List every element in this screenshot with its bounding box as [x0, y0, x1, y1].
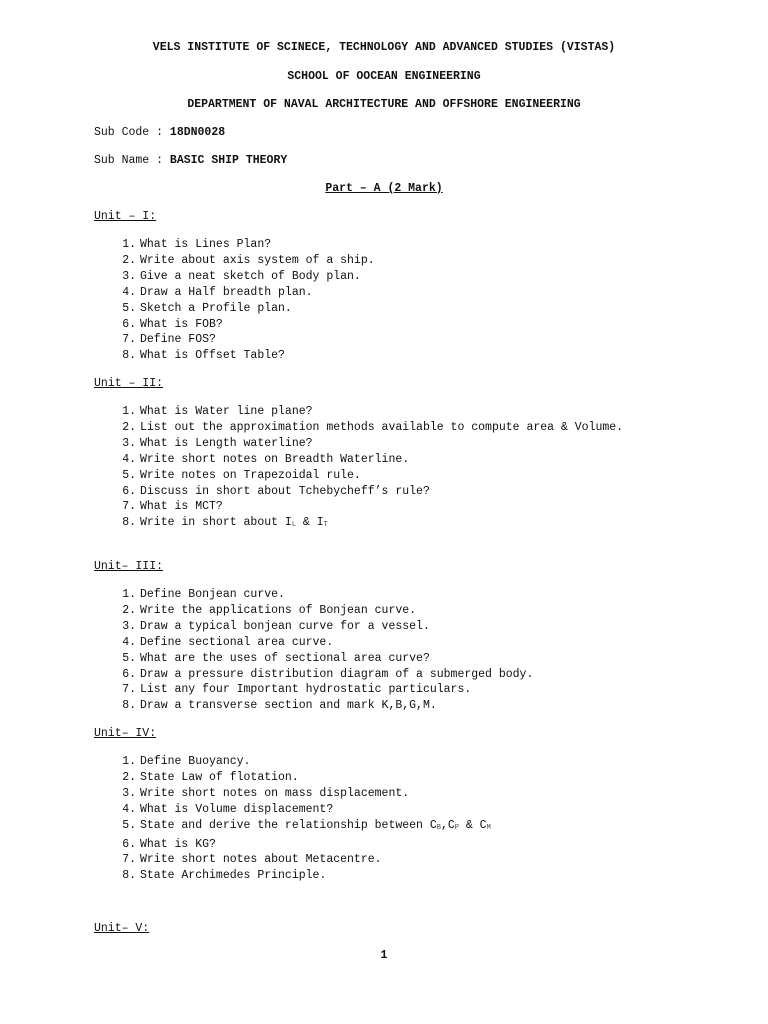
subject-name-value: BASIC SHIP THEORY [169, 154, 288, 167]
institute-title: VELS INSTITUTE OF SCINECE, TECHNOLOGY AND ADVANCED STUDIES (VISTAS) [152, 41, 616, 54]
unit-2-heading: Unit – II: [94, 377, 164, 390]
unit-1-questions [94, 237, 700, 364]
list-item: 8. Write in short about IL & IT [122, 516, 328, 530]
unit-4-heading: Unit– IV: [94, 727, 157, 740]
subject-name [94, 154, 287, 167]
unit-5-heading: Unit– V: [94, 922, 150, 935]
part-heading-text: Part – A (2 Mark) [325, 182, 443, 195]
list-item: 7. List any four Important hydrostatic particulars. [122, 683, 472, 697]
school-title: SCHOOL OF OOCEAN ENGINEERING [287, 70, 481, 83]
list-item: 2. Write the applications of Bonjean curve. [122, 603, 417, 617]
list-item: 4. Write short notes on Breadth Waterline. [122, 452, 410, 466]
unit-4-questions [94, 754, 700, 884]
list-item: 7. What is MCT? [122, 500, 223, 514]
list-item: 1. What is Lines Plan? [122, 238, 272, 251]
list-item: 6. What is KG? [122, 837, 216, 851]
subject-code [94, 126, 225, 139]
list-item: 1. What is Water line plane? [122, 405, 313, 418]
list-item: 1. Define Buoyancy. [122, 755, 251, 768]
list-item: 7. Write short notes about Metacentre. [122, 853, 382, 867]
unit-1-heading: Unit – I: [94, 210, 157, 223]
list-item: 6. What is FOB? [122, 317, 223, 331]
subject-name-label: Sub Name : [94, 154, 170, 167]
list-item: 6. Discuss in short about Tchebycheff’s rule? [122, 484, 430, 498]
list-item: 5. Write notes on Trapezoidal rule. [122, 468, 361, 482]
unit-2-questions [94, 404, 700, 534]
part-heading [0, 182, 768, 195]
list-item: 8. Draw a transverse section and mark K,B,G,M. [122, 699, 437, 713]
list-item: 4. Draw a Half breadth plan. [122, 285, 313, 299]
list-item: 4. Define sectional area curve. [122, 635, 334, 649]
list-item: 4. What is Volume displacement? [122, 802, 334, 816]
list-item: 1. Define Bonjean curve. [122, 588, 285, 601]
subject-code-label: Sub Code : [94, 126, 170, 139]
unit-3-questions [94, 587, 700, 714]
list-item: 2. State Law of flotation. [122, 770, 299, 784]
list-item: 2. Write about axis system of a ship. [122, 253, 375, 267]
list-item: 5. Sketch a Profile plan. [122, 301, 292, 315]
list-item: 7. Define FOS? [122, 333, 216, 347]
list-item: 3. Draw a typical bonjean curve for a vessel. [122, 619, 430, 633]
list-item: 5. What are the uses of sectional area curve? [122, 651, 430, 665]
department-title: DEPARTMENT OF NAVAL ARCHITECTURE AND OFFSHORE ENGINEERING [187, 98, 581, 111]
list-item: 3. What is Length waterline? [122, 436, 313, 450]
list-item: 5. State and derive the relationship between CB,CP & CM [122, 818, 491, 832]
list-item: 3. Write short notes on mass displacement. [122, 786, 410, 800]
list-item: 8. What is Offset Table? [122, 349, 285, 363]
list-item: 2. List out the approximation methods available to compute area & Volume. [122, 420, 624, 434]
subject-code-value: 18DN0028 [169, 126, 226, 139]
list-item: 6. Draw a pressure distribution diagram of a submerged body. [122, 667, 534, 681]
unit-3-heading: Unit– III: [94, 560, 164, 573]
list-item: 8. State Archimedes Principle. [122, 869, 327, 883]
page-number: 1 [380, 949, 388, 962]
list-item: 3. Give a neat sketch of Body plan. [122, 269, 361, 283]
